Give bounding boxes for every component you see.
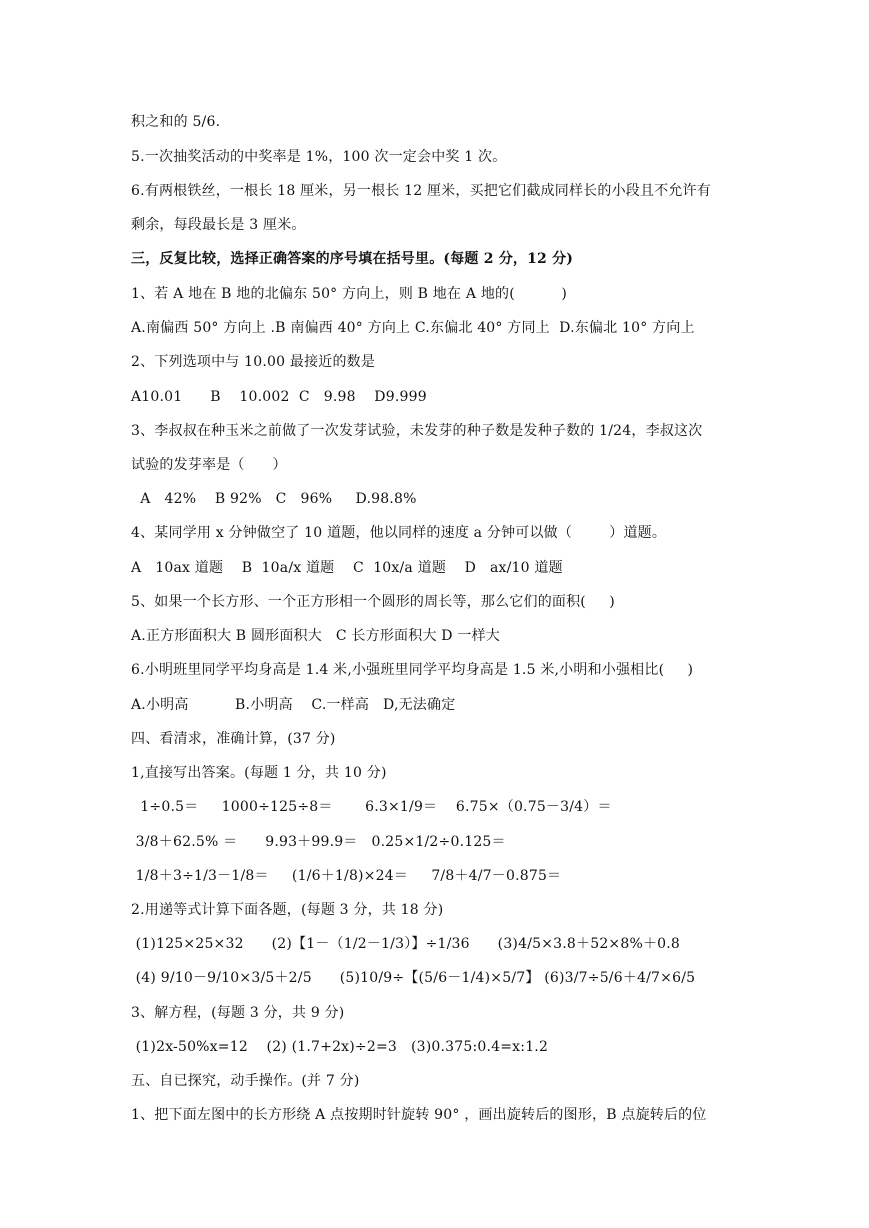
question-text: 3、李叔叔在种玉米之前做了一次发芽试验，未发芽的种子数是发种子数的 1/24，李叔这次 <box>131 423 703 439</box>
section-heading: 五、自已探究，动手操作。(并 7 分) <box>131 1073 360 1089</box>
options-text: A 42% B 92% C 96% D.98.8% <box>131 491 417 507</box>
subsection-heading: 3、解方程，(每题 3 分，共 9 分) <box>131 1005 345 1021</box>
options-text: A.南偏西 50° 方向上 .B 南偏西 40° 方向上 C.东偏北 40° 方同上 D.东偏北 10° 方向上 <box>131 320 695 336</box>
options-text: A.小明高 B.小明高 C.一样高 D,无法确定 <box>131 697 456 713</box>
math-line: 1÷0.5＝ 1000÷125÷8＝ 6.3×1/9＝ 6.75×（0.75－3/4）＝ <box>131 799 612 815</box>
math-line: 1/8＋3÷1/3－1/8＝ (1/6＋1/8)×24＝ 7/8＋4/7－0.875＝ <box>131 868 562 884</box>
text-line: 5.一次抽奖活动的中奖率是 1%，100 次一定会中奖 1 次。 <box>131 149 507 165</box>
question-text: 2、下列选项中与 10.00 最接近的数是 <box>131 354 376 370</box>
question-text: 4、某同学用 x 分钟做空了 10 道题，他以同样的速度 a 分钟可以做（ ）道题。 <box>131 525 667 541</box>
question-text: 1、若 A 地在 B 地的北偏东 50° 方向上，则 B 地在 A 地的( ) <box>131 286 568 302</box>
question-text: 试验的发芽率是（ ） <box>131 457 287 473</box>
math-line: (1)2x-50%x=12 (2) (1.7+2x)÷2=3 (3)0.375:0.4=x:1.2 <box>131 1039 549 1055</box>
options-text: A.正方形面积大 B 圆形面积大 C 长方形面积大 D 一样大 <box>131 628 500 644</box>
math-line: (4) 9/10－9/10×3/5＋2/5 (5)10/9÷【(5/6－1/4)×5/7】 (6)3/7÷5/6＋4/7×6/5 <box>131 970 696 986</box>
question-text: 5、如果一个长方形、一个正方形相一个圆形的周长等，那么它们的面积( ) <box>131 594 615 610</box>
section-heading: 四、看清求，准确计算，(37 分) <box>131 731 336 747</box>
section-heading: 三，反复比较，选择正确答案的序号填在括号里。(每题 2 分，12 分) <box>131 251 574 267</box>
options-text: A10.01 B 10.002 C 9.98 D9.999 <box>131 389 427 405</box>
subsection-heading: 1,直接写出答案。(每题 1 分，共 10 分) <box>131 765 387 781</box>
text-line: 6.有两根铁丝，一根长 18 厘米，另一根长 12 厘米，买把它们截成同样长的小段且不允许有 <box>131 183 711 199</box>
text-line: 剩余，每段最长是 3 厘米。 <box>131 217 306 233</box>
text-line: 积之和的 5/6. <box>131 114 221 130</box>
question-text: 1、把下面左图中的长方形绕 A 点按期时针旋转 90° ，画出旋转后的图形，B 点旋转后的位 <box>131 1107 707 1123</box>
math-line: 3/8＋62.5% ＝ 9.93＋99.9＝ 0.25×1/2÷0.125＝ <box>131 834 506 850</box>
question-text: 6.小明班里同学平均身高是 1.4 米,小强班里同学平均身高是 1.5 米,小明和小强相比( ) <box>131 662 694 678</box>
math-line: (1)125×25×32 (2)【1－（1/2－1/3）】÷1/36 (3)4/5×3.8＋52×8%＋0.8 <box>131 936 681 952</box>
subsection-heading: 2.用递等式计算下面各题，(每题 3 分，共 18 分) <box>131 902 444 918</box>
options-text: A 10ax 道题 B 10a/x 道题 C 10x/a 道题 D ax/10 道题 <box>131 560 563 576</box>
